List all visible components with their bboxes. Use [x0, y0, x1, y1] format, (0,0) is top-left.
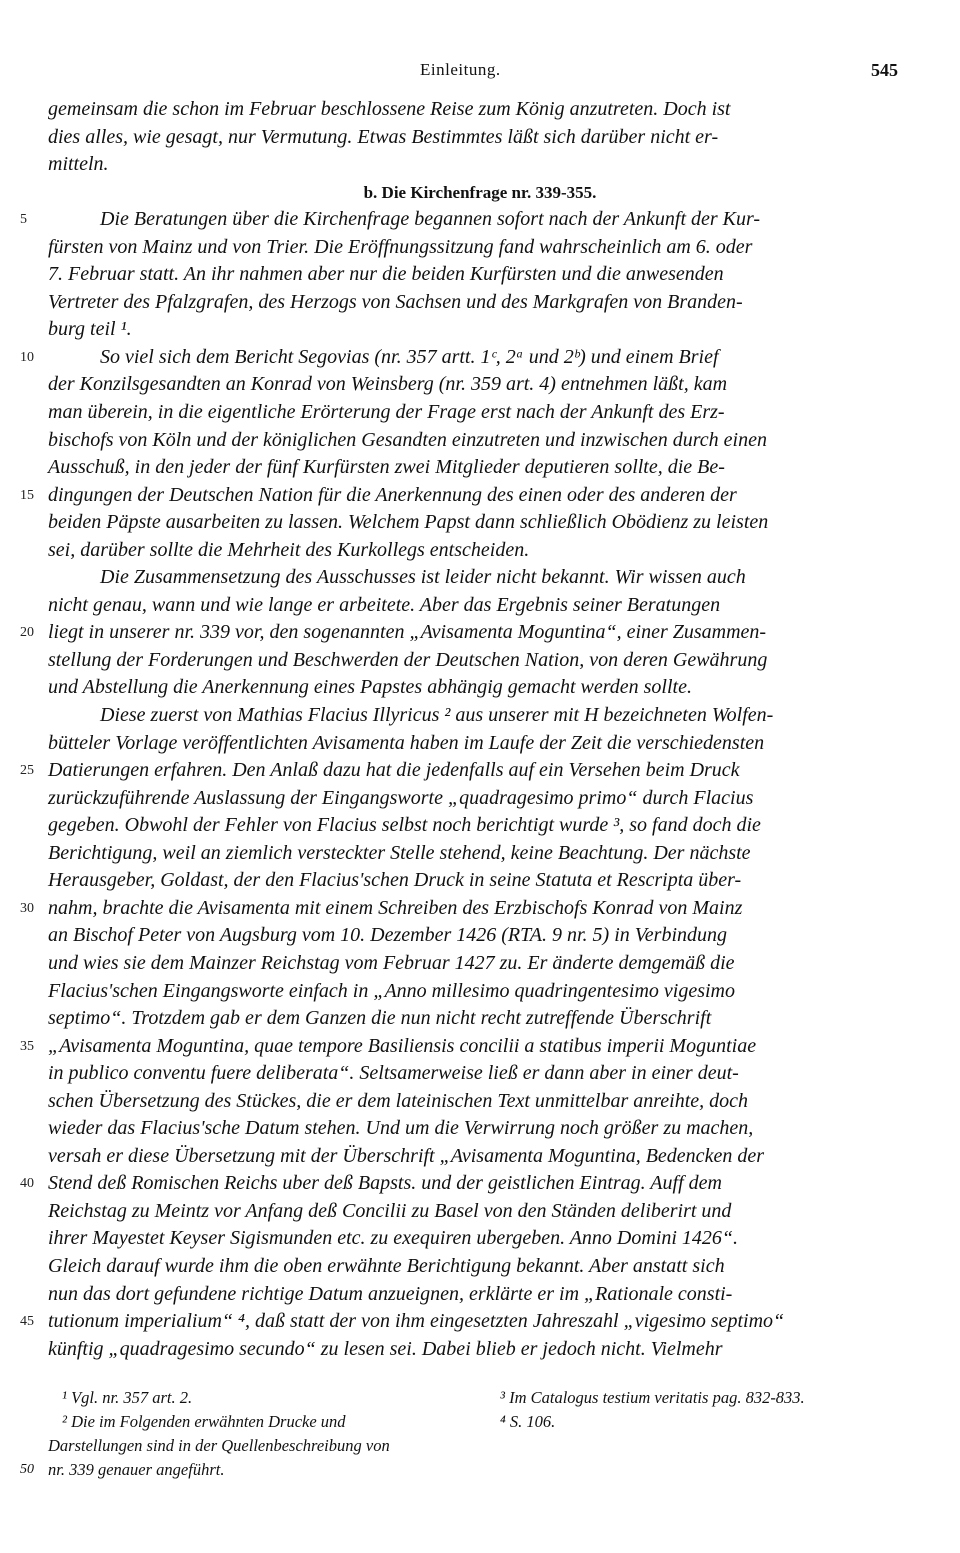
- line-text: dies alles, wie gesagt, nur Vermutung. Etwas Bestimmtes läßt sich darüber nicht er-: [48, 125, 719, 148]
- line-text: der Konzilsgesandten an Konrad von Weinsberg (nr. 359 art. 4) entnehmen läßt, kam: [48, 373, 728, 396]
- line-text: stellung der Forderungen und Beschwerden der Deutschen Nation, von deren Gewährung: [48, 648, 768, 671]
- line-number: 40: [20, 1176, 34, 1192]
- line-text: „Avisamenta Moguntina, quae tempore Basiliensis concilii a statibus imperii Moguntiae: [48, 1034, 757, 1057]
- footnote-text: ¹ Vgl. nr. 357 art. 2.: [62, 1388, 193, 1407]
- text-line: [0, 674, 960, 702]
- line-text: Herausgeber, Goldast, der den Flacius'schen Druck in seine Statuta et Rescripta über-: [48, 869, 742, 892]
- text-line: [0, 316, 960, 344]
- text-line: [0, 1033, 960, 1061]
- line-text: liegt in unserer nr. 339 vor, den sogenannten „Avisamenta Moguntina“, einer Zusammen-: [48, 621, 767, 644]
- text-line: [0, 1088, 960, 1116]
- line-number: 50: [20, 1462, 34, 1477]
- text-line: [0, 978, 960, 1006]
- text-line: [0, 812, 960, 840]
- line-number: 5: [20, 212, 27, 228]
- running-head: Einleitung.: [420, 60, 501, 79]
- text-line: [0, 151, 960, 179]
- text-line: [0, 1308, 960, 1336]
- footnote-text: ² Die im Folgenden erwähnten Drucke und: [62, 1412, 346, 1431]
- text-line: [0, 537, 960, 565]
- line-text: nun das dort gefundene richtige Datum anzueignen, erklärte er im „Rationale consti-: [48, 1282, 733, 1305]
- text-line: [0, 564, 960, 592]
- body-text: [0, 96, 960, 1363]
- text-line: [0, 950, 960, 978]
- text-line: [0, 1005, 960, 1033]
- line-text: künftig „quadragesimo secundo“ zu lesen sei. Dabei blieb er jedoch nicht. Vielmehr: [48, 1337, 723, 1360]
- text-line: [0, 234, 960, 262]
- line-number: 10: [20, 349, 34, 365]
- text-line: [0, 454, 960, 482]
- text-line: [0, 179, 960, 207]
- line-number: 20: [20, 625, 34, 641]
- line-text: dingungen der Deutschen Nation für die Anerkennung des einen oder des anderen der: [48, 483, 737, 506]
- footnote-text: ⁴ S. 106.: [500, 1412, 556, 1431]
- text-line: [0, 867, 960, 895]
- line-text: und Abstellung die Anerkennung eines Papstes abhängig gemacht werden sollte.: [48, 676, 692, 699]
- footnote-line: [48, 1386, 478, 1410]
- text-line: [0, 840, 960, 868]
- line-text: Ausschuß, in den jeder der fünf Kurfürsten zwei Mitglieder deputieren sollte, die Be-: [48, 456, 725, 479]
- footnote-line: [20, 1458, 478, 1482]
- line-text: gegeben. Obwohl der Fehler von Flacius selbst noch berichtigt wurde ³, so fand doch die: [48, 814, 761, 837]
- text-line: [0, 1253, 960, 1281]
- text-line: [0, 399, 960, 427]
- line-text: in publico conventu fuere deliberata“. Seltsamerweise ließ er dann aber in einer deut-: [48, 1062, 739, 1085]
- line-text: Diese zuerst von Mathias Flacius Illyricus ² aus unserer mit H bezeichneten Wolfen-: [100, 704, 774, 727]
- line-text: Die Zusammensetzung des Ausschusses ist leider nicht bekannt. Wir wissen auch: [100, 566, 746, 589]
- text-line: [0, 371, 960, 399]
- line-text: Flacius'schen Eingangsworte einfach in „Anno millesimo quadringentesimo vigesimo: [48, 979, 735, 1002]
- line-number: 35: [20, 1038, 34, 1054]
- text-line: [0, 261, 960, 289]
- text-line: [0, 1060, 960, 1088]
- text-line: [0, 1170, 960, 1198]
- line-text: nahm, brachte die Avisamenta mit einem Schreiben des Erzbischofs Konrad von Mainz: [48, 896, 743, 919]
- line-number: 30: [20, 900, 34, 916]
- footnote-text: nr. 339 genauer angeführt.: [48, 1460, 225, 1479]
- text-line: [0, 619, 960, 647]
- page-header: [0, 60, 960, 88]
- line-text: und wies sie dem Mainzer Reichstag vom Februar 1427 zu. Er änderte demgemäß die: [48, 951, 735, 974]
- text-line: [0, 96, 960, 124]
- text-line: [0, 647, 960, 675]
- line-text: bütteler Vorlage veröffentlichten Avisamenta haben im Laufe der Zeit die verschiedensten: [48, 731, 765, 754]
- line-number: 15: [20, 487, 34, 503]
- line-text: septimo“. Trotzdem gab er dem Ganzen die nun nicht recht zutreffende Überschrift: [48, 1007, 712, 1030]
- line-number: 25: [20, 763, 34, 779]
- text-line: [0, 1225, 960, 1253]
- line-text: man überein, in die eigentliche Erörterung der Frage erst nach der Ankunft des Erz-: [48, 401, 725, 424]
- line-text: burg teil ¹.: [48, 318, 132, 341]
- line-text: Vertreter des Pfalzgrafen, des Herzogs von Sachsen und des Markgrafen von Branden-: [48, 290, 743, 313]
- line-text: Reichstag zu Meintz vor Anfang deß Concilii zu Basel von den Ständen deliberirt und: [48, 1199, 732, 1222]
- text-line: [0, 757, 960, 785]
- line-text: So viel sich dem Bericht Segovias (nr. 357 artt. 1ᶜ, 2ᵃ und 2ᵇ) und einem Brief: [100, 345, 719, 368]
- line-text: schen Übersetzung des Stückes, die er dem lateinischen Text unmittelbar anreihte, doch: [48, 1089, 749, 1112]
- text-line: [0, 922, 960, 950]
- line-text: beiden Päpste ausarbeiten zu lassen. Welchem Papst dann schließlich Obödienz zu leisten: [48, 511, 769, 534]
- text-line: [0, 1336, 960, 1364]
- footnote-line: [48, 1434, 478, 1458]
- text-line: [0, 482, 960, 510]
- footnote-text: ³ Im Catalogus testium veritatis pag. 832-833.: [500, 1388, 805, 1407]
- footnotes-left-column: [20, 1386, 478, 1482]
- line-text: versah er diese Übersetzung mit der Überschrift „Avisamenta Moguntina, Bedencken der: [48, 1144, 764, 1167]
- text-line: [0, 427, 960, 455]
- page-number: 545: [871, 60, 898, 80]
- text-line: [0, 895, 960, 923]
- line-text: sei, darüber sollte die Mehrheit des Kurkollegs entscheiden.: [48, 538, 530, 561]
- footnote-line: [500, 1386, 920, 1410]
- line-text: Gleich darauf wurde ihm die oben erwähnte Berichtigung bekannt. Aber anstatt sich: [48, 1254, 725, 1277]
- line-text: zurückzuführende Auslassung der Eingangsworte „quadragesimo primo“ durch Flacius: [48, 786, 754, 809]
- line-text: mitteln.: [48, 153, 109, 176]
- text-line: [0, 206, 960, 234]
- footnote-line: [48, 1410, 478, 1434]
- line-text: tutionum imperialium“ ⁴, daß statt der von ihm eingesetzten Jahreszahl „vigesimo septimo“: [48, 1310, 785, 1333]
- line-text: nicht genau, wann und wie lange er arbeitete. Aber das Ergebnis seiner Beratungen: [48, 593, 721, 616]
- line-text: an Bischof Peter von Augsburg vom 10. Dezember 1426 (RTA. 9 nr. 5) in Verbindung: [48, 924, 727, 947]
- text-line: [0, 344, 960, 372]
- text-line: [0, 289, 960, 317]
- text-line: [0, 702, 960, 730]
- line-text: Die Beratungen über die Kirchenfrage begannen sofort nach der Ankunft der Kur-: [100, 208, 761, 231]
- text-line: [0, 1281, 960, 1309]
- line-text: wieder das Flacius'sche Datum stehen. Und um die Verwirrung noch größer zu machen,: [48, 1117, 754, 1140]
- text-line: [0, 509, 960, 537]
- line-text: Stend deß Romischen Reichs uber deß Bapsts. und der geistlichen Eintrag. Auff dem: [48, 1172, 722, 1195]
- line-text: bischofs von Köln und der königlichen Gesandten einzutreten und inzwischen durch einen: [48, 428, 767, 451]
- text-line: [0, 1198, 960, 1226]
- line-text: ihrer Mayestet Keyser Sigismunden etc. zu exequiren ubergeben. Anno Domini 1426“.: [48, 1227, 739, 1250]
- text-line: [0, 1115, 960, 1143]
- text-line: [0, 1143, 960, 1171]
- footnotes-right-column: [500, 1386, 920, 1434]
- line-text: Berichtigung, weil an ziemlich versteckter Stelle stehend, keine Beachtung. Der nächste: [48, 841, 751, 864]
- footnote-text: Darstellungen sind in der Quellenbeschreibung von: [48, 1436, 390, 1455]
- footnote-line: [500, 1410, 920, 1434]
- section-heading: b. Die Kirchenfrage nr. 339-355.: [363, 182, 597, 202]
- line-text: gemeinsam die schon im Februar beschlossene Reise zum König anzutreten. Doch ist: [48, 98, 731, 120]
- line-text: 7. Februar statt. An ihr nahmen aber nur die beiden Kurfürsten und die anwesenden: [48, 263, 724, 286]
- text-line: [0, 124, 960, 152]
- line-number: 45: [20, 1314, 34, 1330]
- line-text: fürsten von Mainz und von Trier. Die Eröffnungssitzung fand wahrscheinlich am 6. oder: [48, 235, 753, 258]
- text-line: [0, 785, 960, 813]
- text-line: [0, 730, 960, 758]
- text-line: [0, 592, 960, 620]
- line-text: Datierungen erfahren. Den Anlaß dazu hat die jedenfalls auf ein Versehen beim Druck: [48, 759, 740, 782]
